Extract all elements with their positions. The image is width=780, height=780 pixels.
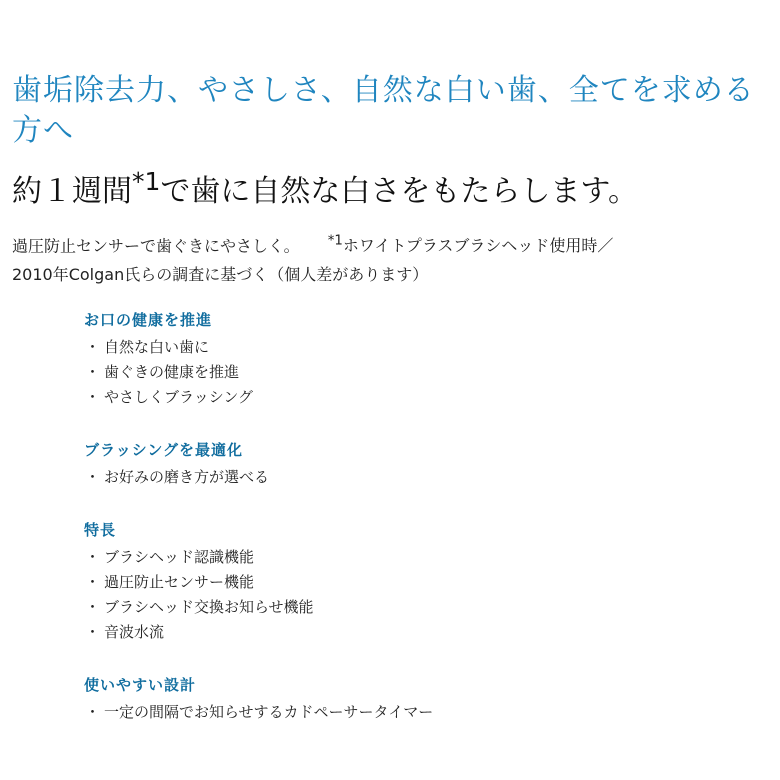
bullet-mark: ・ bbox=[85, 703, 101, 721]
bullet-list bbox=[84, 465, 744, 490]
bullet-mark: ・ bbox=[85, 623, 101, 641]
bullet-list bbox=[84, 335, 744, 410]
bullet-mark: ・ bbox=[85, 548, 101, 566]
bullet-mark: ・ bbox=[85, 388, 101, 406]
bullet-mark: ・ bbox=[85, 573, 101, 591]
bullet-mark: ・ bbox=[85, 338, 101, 356]
intro-note-mark: *1 bbox=[327, 234, 343, 249]
list-item bbox=[84, 360, 744, 385]
section-title: 使いやすい設計 bbox=[84, 676, 197, 694]
feature-section-features bbox=[84, 518, 744, 645]
bullet-list bbox=[84, 545, 744, 645]
list-item-text: 一定の間隔でお知らせするカドペーサータイマー bbox=[104, 703, 434, 721]
bullet-mark: ・ bbox=[85, 598, 101, 616]
feature-list bbox=[84, 308, 744, 753]
list-item-text: 過圧防止センサー機能 bbox=[104, 573, 255, 591]
list-item-text: ブラシヘッド認識機能 bbox=[104, 548, 255, 566]
list-item-text: 歯ぐきの健康を推進 bbox=[104, 363, 240, 381]
feature-section-brushing bbox=[84, 438, 744, 490]
headline: 歯垢除去力、やさしさ、自然な白い歯、全てを求める方へ bbox=[12, 73, 755, 148]
list-item bbox=[84, 385, 744, 410]
subheadline-text-before: 約１週間 bbox=[12, 174, 132, 209]
subheadline bbox=[12, 160, 777, 214]
intro-note-line-2: 2010年Colgan氏らの調査に基づく（個人差があります） bbox=[12, 265, 429, 285]
list-item bbox=[84, 700, 744, 725]
list-item-text: 音波水流 bbox=[104, 623, 165, 641]
section-title: ブラッシングを最適化 bbox=[84, 441, 244, 459]
list-item-text: やさしくブラッシング bbox=[104, 388, 254, 406]
list-item bbox=[84, 595, 744, 620]
intro-text: 過圧防止センサーで歯ぐきにやさしく。 bbox=[12, 236, 300, 256]
list-item-text: お好みの磨き方が選べる bbox=[104, 468, 270, 486]
intro-paragraph bbox=[12, 227, 777, 289]
list-item bbox=[84, 335, 744, 360]
subheadline-text-after: で歯に自然な白さをもたらします。 bbox=[160, 174, 639, 209]
section-title: 特長 bbox=[84, 521, 117, 539]
feature-section-oral-health bbox=[84, 308, 744, 410]
list-item bbox=[84, 465, 744, 490]
list-item-text: 自然な白い歯に bbox=[104, 338, 210, 356]
section-title: お口の健康を推進 bbox=[84, 311, 213, 329]
intro-note-line-1: ホワイトプラスブラシヘッド使用時／ bbox=[342, 236, 614, 256]
bullet-mark: ・ bbox=[85, 363, 101, 381]
list-item bbox=[84, 570, 744, 595]
list-item bbox=[84, 620, 744, 645]
subheadline-footnote-mark: *1 bbox=[132, 167, 161, 196]
bullet-mark: ・ bbox=[85, 468, 101, 486]
intro-line-1 bbox=[12, 227, 777, 260]
list-item bbox=[84, 545, 744, 570]
intro-note bbox=[328, 236, 614, 255]
list-item-text: ブラシヘッド交換お知らせ機能 bbox=[104, 598, 314, 616]
bullet-list bbox=[84, 700, 744, 725]
feature-section-usability bbox=[84, 673, 744, 725]
